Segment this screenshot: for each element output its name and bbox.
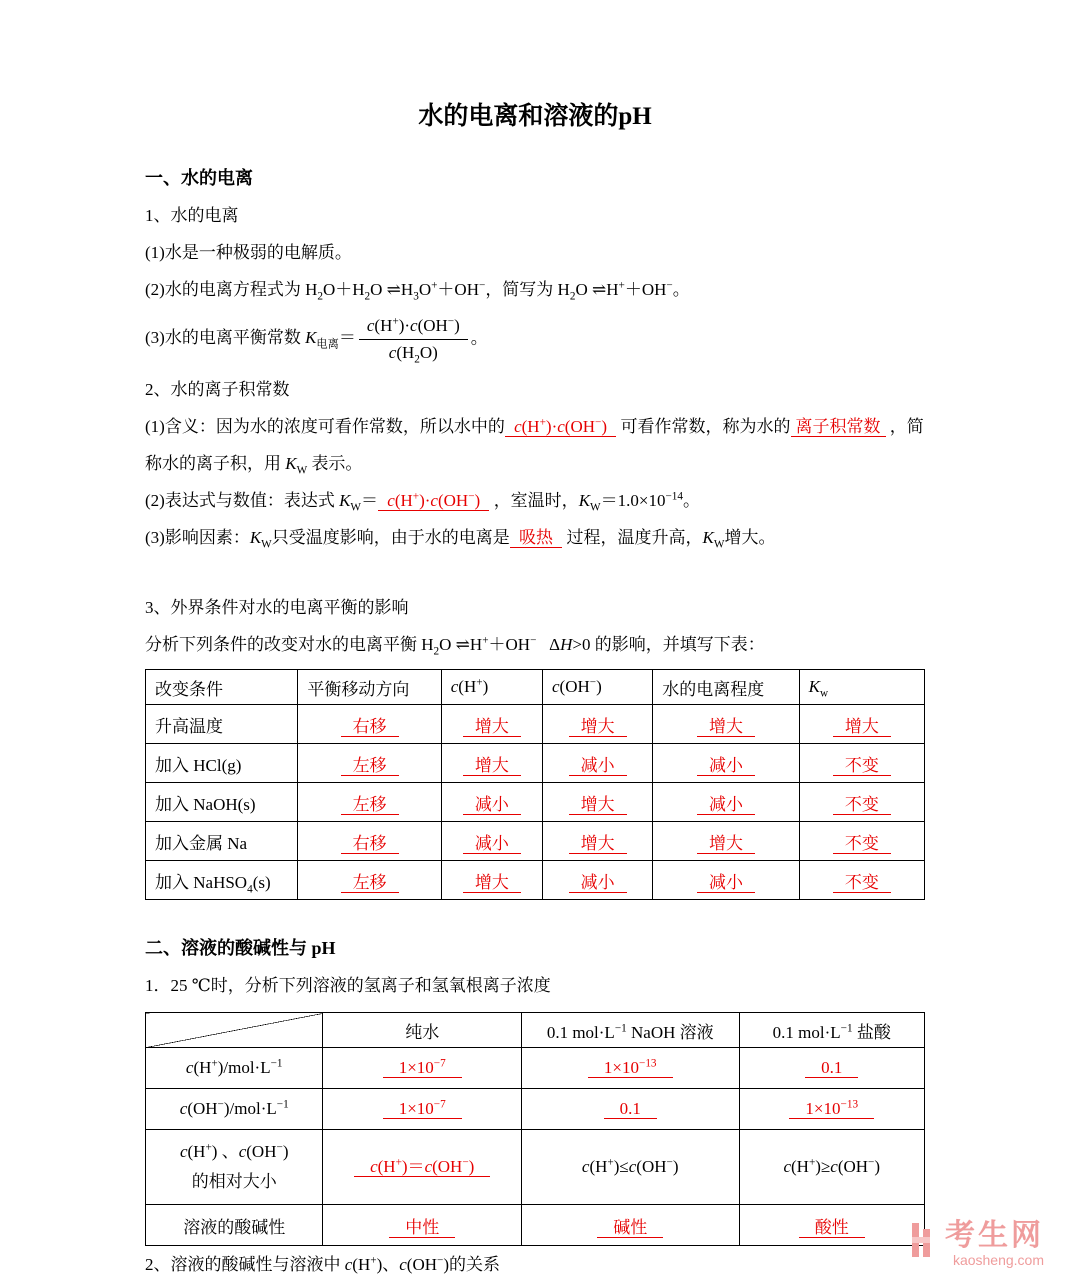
formula-suffix: 。 xyxy=(470,328,488,348)
row-label-cell: 溶液的酸碱性 xyxy=(146,1205,323,1246)
answer-cell xyxy=(799,744,924,783)
table1-header-cell: c(H+) xyxy=(441,670,542,705)
answer-text: 增大 xyxy=(569,795,627,815)
answer-text: 增大 xyxy=(569,717,627,737)
table2-row xyxy=(146,1048,925,1089)
table1-row xyxy=(146,822,925,861)
section-1-heading: 一、水的电离 xyxy=(145,168,253,188)
para-equilibrium-constant xyxy=(145,308,925,371)
answer-text: 酸性 xyxy=(799,1218,865,1238)
table1-header-cell: $K_w$ xyxy=(799,670,924,705)
answer-text: 增大 xyxy=(463,756,521,776)
answer-text: 左移 xyxy=(341,756,399,776)
answer-cell xyxy=(653,705,799,744)
answer-cell xyxy=(653,861,799,900)
answer-text: 增大 xyxy=(569,834,627,854)
watermark-name: 考生网 xyxy=(945,1219,1044,1252)
table2-row xyxy=(146,1089,925,1130)
answer-text: 右移 xyxy=(341,834,399,854)
answer-text: 减小 xyxy=(569,873,627,893)
para-external-conditions-sub: 3、外界条件对水的电离平衡的影响 xyxy=(145,598,409,617)
static-value-text: c(H+)≤c(OH−) xyxy=(581,1156,679,1176)
answer-text: 不变 xyxy=(833,795,891,815)
answer-text: 右移 xyxy=(341,717,399,737)
answer-text: c(H+)＝c(OH−) xyxy=(354,1157,490,1177)
static-value-cell xyxy=(521,1130,739,1205)
answer-cell xyxy=(521,1048,739,1089)
para-ion-product-sub: 2、水的离子积常数 xyxy=(145,380,290,399)
answer-cell xyxy=(543,783,653,822)
row-label-cell: $c(H^+)/mol\cdot L^{-1}$ xyxy=(146,1048,323,1089)
para-water-ionization-sub: 1、水的电离 xyxy=(145,206,239,225)
table1-header-row xyxy=(146,670,925,705)
para-acidity-relation: 2、溶液的酸碱性与溶液中 c(H+)、c(OH−)的关系 xyxy=(145,1254,501,1274)
answer-text: 中性 xyxy=(389,1218,455,1238)
row-label-cell: 升高温度 xyxy=(146,705,298,744)
table1-header-cell: 改变条件 xyxy=(146,670,298,705)
answer-text: 增大 xyxy=(463,717,521,737)
para-ion-product-expression: (2)表达式与数值：表达式 $K_W= c(H^+)\cdot c(OH^-)$ ，室温时，$K_W=1.0\times 10^{-14}$。 xyxy=(145,490,701,514)
answer-cell xyxy=(739,1048,925,1089)
answer-cell xyxy=(739,1089,925,1130)
answer-cell xyxy=(543,705,653,744)
table1-header-cell: 水的电离程度 xyxy=(653,670,799,705)
answer-cell xyxy=(298,861,441,900)
answer-cell xyxy=(323,1205,522,1246)
row-label-cell: $c(OH^-)/mol\cdot L^{-1}$ xyxy=(146,1089,323,1130)
answer-cell xyxy=(323,1089,522,1130)
static-value-text: c(H+)≥c(OH−) xyxy=(783,1156,881,1176)
answer-text: 减小 xyxy=(697,873,755,893)
answer-cell xyxy=(441,744,542,783)
row-label-cell: 加入 HCl(g) xyxy=(146,744,298,783)
answer-text: 减小 xyxy=(569,756,627,776)
answer-text: $1\times 10^{-13}$ xyxy=(789,1099,874,1119)
answer-cell xyxy=(799,783,924,822)
table1-header-cell: c(OH−) xyxy=(543,670,653,705)
answer-cell xyxy=(653,744,799,783)
solution-acidity-table xyxy=(145,1012,925,1246)
answer-cell xyxy=(298,705,441,744)
diagonal-header-cell xyxy=(146,1013,323,1048)
answer-text: 左移 xyxy=(341,873,399,893)
answer-text: 不变 xyxy=(833,873,891,893)
answer-cell xyxy=(323,1130,522,1205)
answer-cell xyxy=(799,822,924,861)
watermark-domain: kaosheng.com xyxy=(952,1252,1044,1268)
table2-row xyxy=(146,1205,925,1246)
answer-cell xyxy=(799,861,924,900)
para-weak-electrolyte: (1)水是一种极弱的电解质。 xyxy=(145,243,352,262)
answer-text: 0.1 xyxy=(604,1099,657,1119)
table1-row xyxy=(146,861,925,900)
answer-cell xyxy=(323,1048,522,1089)
row-label-cell: c(H+) 、c(OH−) 的相对大小 xyxy=(146,1130,323,1205)
para-ion-product-factors: (3)影响因素：$K_W$只受温度影响，由于水的电离是 吸热 过程，温度升高，$K_W$增大。 xyxy=(145,528,776,551)
answer-text: 减小 xyxy=(463,795,521,815)
answer-cell xyxy=(543,822,653,861)
answer-cell xyxy=(298,822,441,861)
answer-cell xyxy=(521,1089,739,1130)
table1-row xyxy=(146,783,925,822)
para-table2-intro: 1．25 ℃时，分析下列溶液的氢离子和氢氧根离子浓度 xyxy=(145,976,551,995)
answer-text: 减小 xyxy=(697,756,755,776)
table2-header-cell: 0.1 $mol\cdot L^{-1}$ NaOH 溶液 xyxy=(521,1013,739,1048)
row-label-cell: 加入金属 Na xyxy=(146,822,298,861)
answer-text: 碱性 xyxy=(597,1218,663,1238)
answer-cell xyxy=(298,744,441,783)
table2-header-cell: 纯水 xyxy=(323,1013,522,1048)
answer-text: 增大 xyxy=(697,717,755,737)
answer-cell xyxy=(298,783,441,822)
answer-cell xyxy=(441,822,542,861)
table1-row xyxy=(146,705,925,744)
watermark-text xyxy=(945,1220,1044,1268)
fraction-denominator: $c(H_2O)$ xyxy=(388,343,438,366)
water-equilibrium-influence-table xyxy=(145,669,925,900)
fraction xyxy=(359,314,468,365)
answer-text: 减小 xyxy=(463,834,521,854)
section-2-heading: 二、溶液的酸碱性与 pH xyxy=(145,938,336,958)
row-label-cell: 加入 NaHSO$_4$(s) xyxy=(146,861,298,900)
table1-header-cell: 平衡移动方向 xyxy=(298,670,441,705)
answer-cell xyxy=(521,1205,739,1246)
answer-text: $1\times 10^{-13}$ xyxy=(588,1058,673,1078)
answer-cell xyxy=(543,744,653,783)
answer-text: 增大 xyxy=(463,873,521,893)
answer-text: 不变 xyxy=(833,756,891,776)
answer-text: 增大 xyxy=(833,717,891,737)
answer-cell xyxy=(653,783,799,822)
fraction-numerator: c(H+)·c(OH−) xyxy=(359,314,468,340)
para-ion-product-meaning: (1)含义：因为水的浓度可看作常数，所以水中的 c(H+)·c(OH−) 可看作常数，称为水的 离子积常数 ，简称水的离子积，用 $K_W$ 表示。 xyxy=(145,416,924,477)
static-value-cell xyxy=(739,1130,925,1205)
answer-cell xyxy=(799,705,924,744)
answer-text: 0.1 xyxy=(805,1058,858,1078)
answer-text: 减小 xyxy=(697,795,755,815)
answer-text: 增大 xyxy=(697,834,755,854)
answer-cell xyxy=(739,1205,925,1246)
formula-prefix: (3)水的电离平衡常数 $K_{电离}=$ xyxy=(145,328,356,351)
table2-row xyxy=(146,1130,925,1205)
para-table1-intro: 分析下列条件的改变对水的电离平衡 $H_2O$ ⇌H+＋OH− ΔH>0 的影响，并填写下表： xyxy=(145,634,765,658)
answer-text: $1\times 10^{-7}$ xyxy=(383,1058,462,1078)
table2-header-row xyxy=(146,1013,925,1048)
answer-text: $1\times 10^{-7}$ xyxy=(383,1099,462,1119)
answer-text: 不变 xyxy=(833,834,891,854)
answer-cell xyxy=(653,822,799,861)
answer-cell xyxy=(441,861,542,900)
row-label-cell: 加入 NaOH(s) xyxy=(146,783,298,822)
doc-title: 水的电离和溶液的pH xyxy=(418,103,652,130)
answer-cell xyxy=(543,861,653,900)
answer-cell xyxy=(441,705,542,744)
watermark xyxy=(911,1220,1044,1268)
table1-row xyxy=(146,744,925,783)
answer-text: 左移 xyxy=(341,795,399,815)
para-ionization-equation: (2)水的电离方程式为 $H_2O+H_2O$ $\rightleftharpoons H_3O^++OH^-$，简写为 $H_2O$ ⇌H+＋OH−。 xyxy=(145,279,690,303)
table2-header-cell: 0.1 $mol\cdot L^{-1}$ 盐酸 xyxy=(739,1013,925,1048)
answer-cell xyxy=(441,783,542,822)
